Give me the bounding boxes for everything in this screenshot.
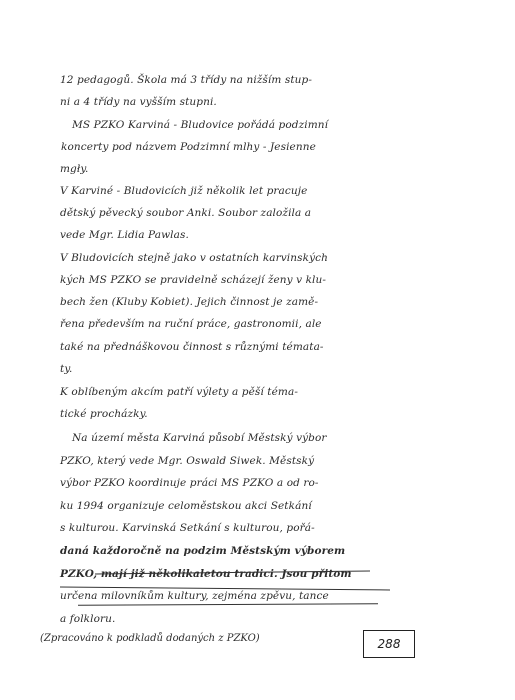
page-number-box xyxy=(363,630,415,658)
text-line: ku 1994 organizuje celoměstskou akci Setkání xyxy=(60,500,312,512)
text-line: koncerty pod názvem Podzimní mlhy - Jesienne xyxy=(61,141,316,153)
source-note: (Zpracováno k podkladů dodaných z PZKO) xyxy=(40,633,260,644)
text-line: PZKO, který vede Mgr. Oswald Siwek. Městský xyxy=(60,455,315,467)
text-line: Na území města Karviná působí Městský výbor xyxy=(72,432,327,444)
text-line: mgły. xyxy=(60,163,89,175)
text-line: PZKO, mají již několikaletou tradici. Jsou přitom xyxy=(60,568,352,580)
text-line: K oblíbeným akcím patří výlety a pěší téma- xyxy=(60,386,298,398)
text-line: řena především na ruční práce, gastronomii, ale xyxy=(60,318,322,330)
text-line: daná každoročně na podzim Městským výborem xyxy=(60,545,346,557)
text-line: s kulturou. Karvinská Setkání s kulturou, pořá- xyxy=(60,522,315,534)
text-line: také na přednáškovou činnost s různými témata- xyxy=(60,341,324,353)
text-line: 12 pedagogů. Škola má 3 třídy na nižším stup- xyxy=(60,74,313,86)
text-line: tické procházky. xyxy=(60,408,148,420)
text-line: bech žen (Kluby Kobiet). Jejich činnost je zamě- xyxy=(60,296,319,308)
text-line: kých MS PZKO se pravidelně scházejí ženy v klu- xyxy=(60,274,327,286)
text-line: ty. xyxy=(60,363,73,375)
text-line: dětský pěvecký soubor Anki. Soubor založila a xyxy=(60,207,312,219)
text-line: V Karviné - Bludovicích již několik let pracuje xyxy=(60,185,308,197)
text-line: a folkloru. xyxy=(60,613,116,625)
signature-line xyxy=(78,603,378,606)
text-line: MS PZKO Karviná - Bludovice pořádá podzimní xyxy=(72,119,329,131)
text-line: V Bludovicích stejně jako v ostatních karvinských xyxy=(60,252,328,264)
text-line: určena milovníkům kultury, zejména zpěvu, tance xyxy=(60,590,329,602)
text-line: ni a 4 třídy na vyšším stupni. xyxy=(60,96,217,108)
text-line: výbor PZKO koordinuje práci MS PZKO a od ro- xyxy=(60,477,319,489)
text-line: vede Mgr. Lidia Pawlas. xyxy=(60,229,189,241)
page-number: 288 xyxy=(377,637,401,651)
